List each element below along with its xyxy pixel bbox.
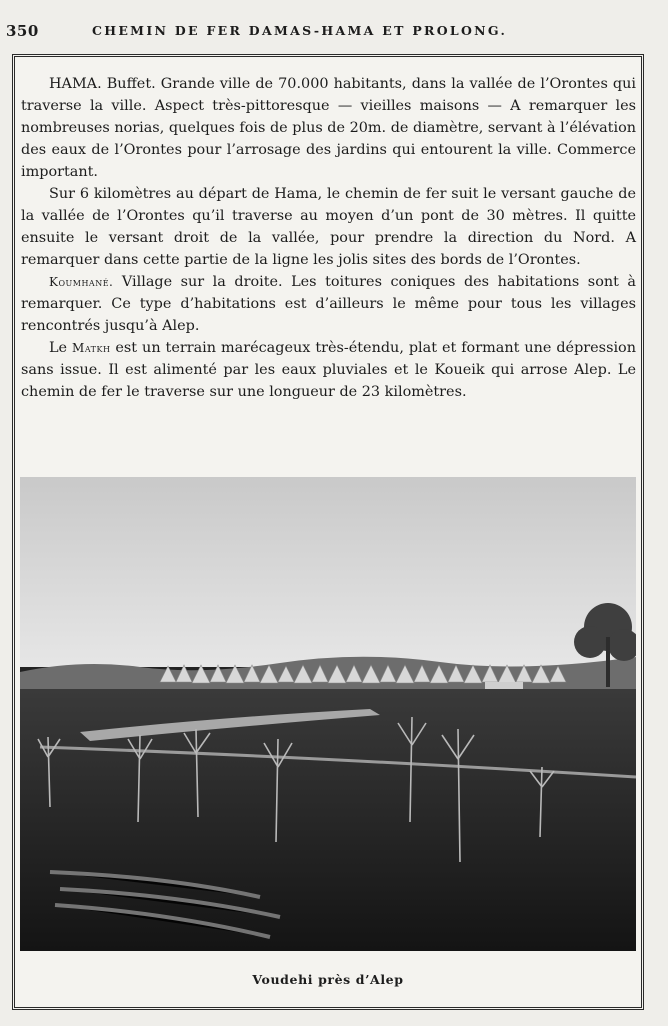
paragraph-koumhane-text: Village sur la droite. Les toitures coniques des habitations sont à remarquer. Ce type d’habitations est d’ailleurs le même pour tous les villages rencontrés jusqu’à Alep. — [21, 274, 636, 334]
sky — [20, 477, 636, 667]
body-text — [21, 73, 636, 403]
paragraph-matkh-text: est un terrain marécageux très-étendu, plat et formant une dépression sans issue. Il est alimenté par les eaux pluviales et le Koueik qui arrose Alep. Le chemin de fer le traverse sur une longueur de 23 kilomètres. — [21, 340, 636, 400]
village-photograph — [20, 477, 636, 951]
page-number: 350 — [6, 22, 39, 40]
running-head: CHEMIN DE FER DAMAS-HAMA ET PROLONG. — [92, 23, 508, 38]
photo-illustration — [20, 477, 636, 951]
photo-caption: Voudehi près d’Alep — [252, 972, 404, 987]
paragraph-matkh — [21, 337, 636, 403]
paragraph-koumhane — [21, 271, 636, 337]
place-name: Koumhané. — [49, 275, 114, 289]
paragraph-matkh-before: Le — [49, 340, 73, 356]
page-frame — [12, 54, 644, 1010]
place-term: Matkh — [72, 341, 111, 355]
paragraph-route: Sur 6 kilomètres au départ de Hama, le chemin de fer suit le versant gauche de la vallée de l’Orontes qu’il traverse au moyen d’un pont de 30 mètres. Il quitte ensuite le versant droit de la vallée, pour prendre la direction du Nord. A remarquer dans cette partie de la ligne les jolis sites des bords de l’Orontes. — [21, 186, 636, 268]
paragraph-hama: HAMA. Buffet. Grande ville de 70.000 habitants, dans la vallée de l’Orontes qui traverse la ville. Aspect très-pittoresque — vieilles maisons — A remarquer les nombreuses norias, quelques fois de plus de 20m. de diamètre, servant à l’élévation des eaux de l’Orontes pour l’arrosage des jardins qui entourent la ville. Commerce important. — [21, 76, 636, 180]
